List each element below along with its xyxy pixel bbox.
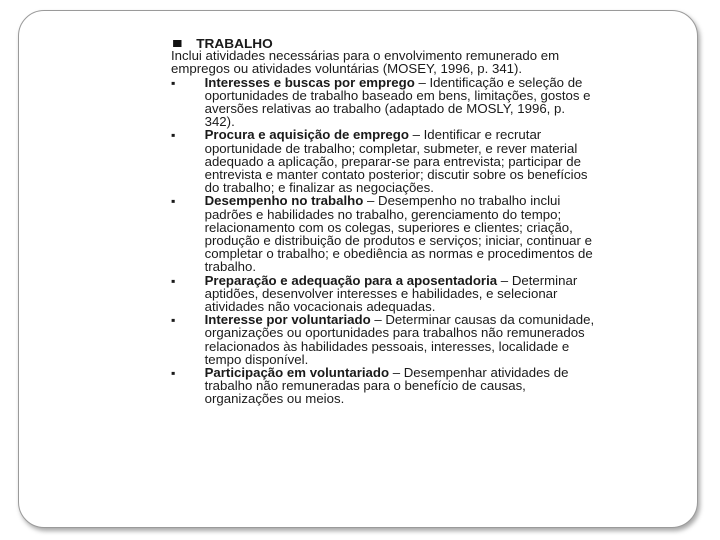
list-item-description: – Determinar aptidões, desenvolver interesses e habilidades, e selecionar atividades não vocacionais adequadas. [204, 273, 578, 315]
list-item-description: – Desempenhar atividades de trabalho não remuneradas para o benefício de causas, organizações ou meios. [204, 366, 569, 407]
list-item-title: Procura e aquisição de emprego [204, 128, 409, 143]
list-item-description: – Identificação e seleção de oportunidades de trabalho baseado em bens, limitações, gostos e aversões relativas ao trabalho (adaptado de MOSLY, 1996, p. 342). [204, 75, 591, 130]
list-item [171, 129, 596, 195]
list-item-text [205, 77, 597, 130]
square-bullet-icon [173, 40, 181, 47]
intro-paragraph: Inclui atividades necessárias para o envolvimento remunerado em empregos ou atividades voluntárias (MOSEY, 1996, p. 341). [171, 49, 560, 77]
list-item-title: Interesse por voluntariado [204, 313, 371, 328]
list-item-text [205, 195, 597, 274]
list-item-text [205, 367, 597, 407]
list-item-text [205, 129, 597, 195]
bullet-icon: ▪ [171, 313, 176, 328]
list-item [171, 367, 596, 407]
list-item-text [205, 275, 597, 315]
list-item-title: Participação em voluntariado [204, 366, 390, 381]
list-item-description: – Determinar causas da comunidade, organizações ou oportunidades para trabalhos não remunerados relacionados às habilidades pessoais, interesses, localidade e tempo disponível. [204, 313, 595, 367]
document-title: TRABALHO [196, 36, 273, 51]
document-body [171, 37, 596, 407]
list-item-description: – Identificar e recrutar oportunidade de trabalho; completar, submeter, e rever material adequado a aplicação, preparar-se para entrevista; participar de entrevista e manter contato posterior; discutir sobre os benefícios do trabalho; e finalizar as negociações. [204, 128, 588, 196]
list-item [171, 275, 596, 315]
bullet-icon: ▪ [171, 366, 176, 381]
list-item-description: – Desempenho no trabalho inclui padrões e habilidades no trabalho, gerenciamento do tempo; relacionamento com os colegas, superiores e clientes; criação, produção e distribuição de produtos e serviços; iniciar, continuar e completar o trabalho; e obediência as normas e procedimentos de trabalho. [204, 194, 593, 275]
list-item [171, 195, 596, 274]
work-activities-list [171, 77, 596, 407]
list-item-text [205, 314, 597, 367]
bullet-icon: ▪ [171, 273, 176, 288]
bullet-icon: ▪ [171, 75, 176, 90]
list-item [171, 77, 596, 130]
bullet-icon: ▪ [171, 128, 176, 143]
list-item-title: Interesses e buscas por emprego [204, 75, 415, 90]
list-item-title: Preparação e adequação para a aposentadoria [204, 273, 498, 288]
bullet-icon: ▪ [171, 194, 176, 209]
list-item [171, 314, 596, 367]
list-item-title: Desempenho no trabalho [204, 194, 364, 209]
slide-frame [18, 10, 698, 528]
